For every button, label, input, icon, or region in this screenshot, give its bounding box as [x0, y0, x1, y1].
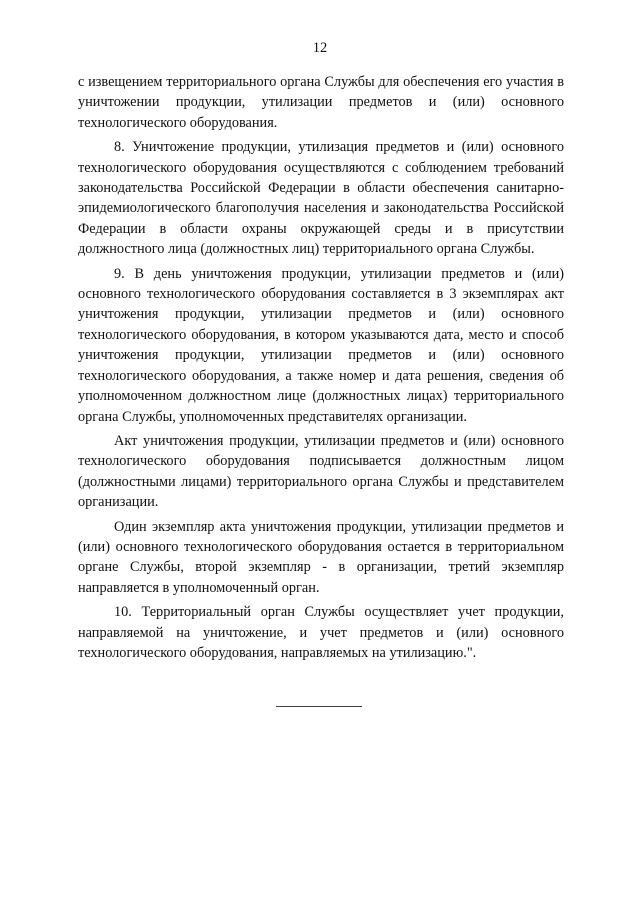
end-separator-line	[276, 706, 362, 707]
paragraph-continuation: с извещением территориального органа Службы для обеспечения его участия в уничтожении продукции, утилизации предметов и (или) основного технологического оборудования.	[78, 74, 564, 131]
paragraph-item-9: 9. В день уничтожения продукции, утилизации предметов и (или) основного технологического оборудования составляется в 3 экземплярах акт уничтожения продукции, утилизации предметов и (или) основного технологического оборудования, в котором указываются дата, место и способ уничтожения продукции, утилизации предметов и (или) основного технологического оборудования, а также номер и дата решения, сведения об уполномоченном должностном лице (должностных лицах) территориального органа Службы, уполномоченных представителях организации.	[78, 265, 564, 425]
paragraph-item-10: 10. Территориальный орган Службы осуществляет учет продукции, направляемой на уничтожение, и учет предметов и (или) основного технологического оборудования, направляемых на утилизацию.".	[78, 604, 564, 661]
paragraph-item-8: 8. Уничтожение продукции, утилизация предметов и (или) основного технологического оборудования осуществляются с соблюдением требований законодательства Российской Федерации в области обеспечения санитарно-эпидемиологического благополучия населения и законодательства Российской Федерации в области охраны окружающей среды и в присутствии должностного лица (должностных лиц) территориального органа Службы.	[78, 139, 564, 258]
paragraph-act-copies: Один экземпляр акта уничтожения продукции, утилизации предметов и (или) основного технологического оборудования остается в территориальном органе Службы, второй экземпляр - в организации, третий экземпляр направляется в уполномоченный орган.	[78, 518, 564, 596]
paragraph-act-signing: Акт уничтожения продукции, утилизации предметов и (или) основного технологического оборудования подписывается должностным лицом (должностными лицами) территориального органа Службы и представителем организации.	[78, 432, 564, 511]
document-body	[78, 72, 564, 667]
page-number: 12	[312, 40, 328, 56]
